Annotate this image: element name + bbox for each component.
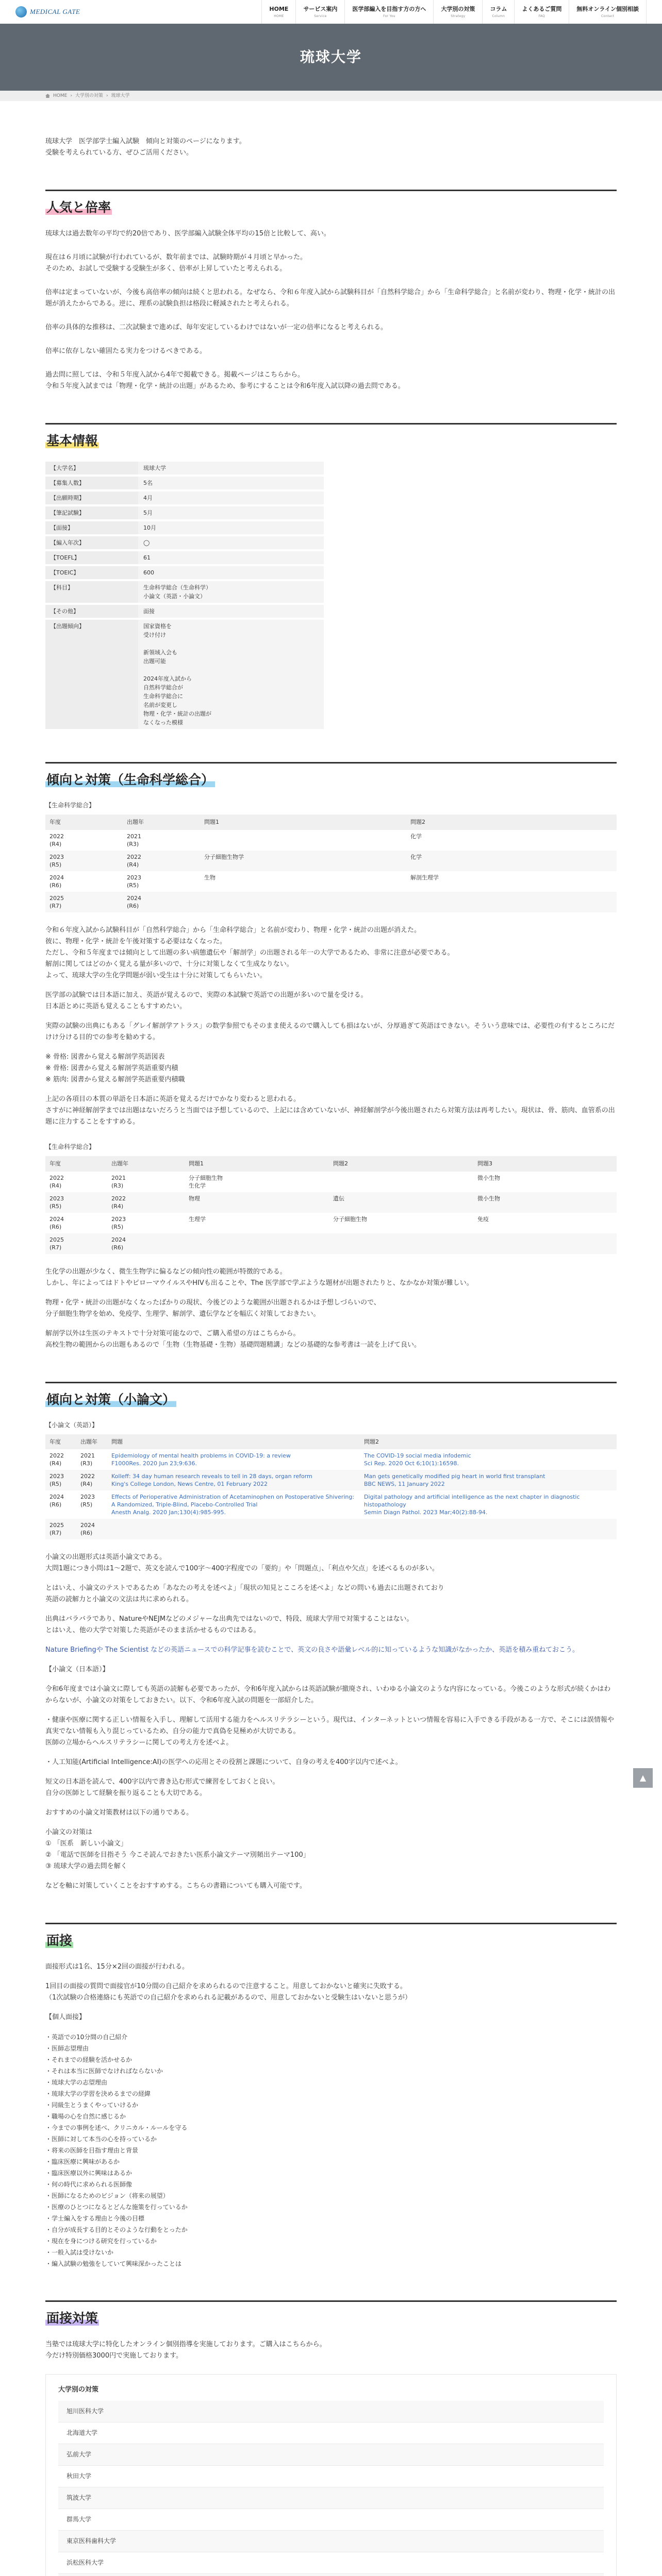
table-cell: 2024 (R6) <box>107 1233 185 1254</box>
logo-mark-icon <box>15 6 27 18</box>
column-header: 問題1 <box>200 815 406 830</box>
row-key: 【筆記試験】 <box>45 505 138 520</box>
interview-question-list <box>45 2031 617 2269</box>
list-item: ・何の時代に求められる医師像 <box>45 2181 133 2189</box>
reference-item: 小論文の対策は <box>45 1828 93 1837</box>
paragraph: 自分の医師として経験を振り返ることも大切である。 <box>45 1789 207 1798</box>
reference-item: ② 「電話で医師を目指そう 今こそ読んでおきたい医系小論文テーマ別頻出テーマ100」 <box>45 1851 310 1859</box>
section-title: 面接対策 <box>46 2311 98 2326</box>
table-row <box>45 1192 617 1213</box>
nav-item-service[interactable] <box>295 0 344 24</box>
paragraph: 令和6年度までは小論文に際しても英語の読解も必要であったが、令和6年度入試からは英語試験が撤廃され、いわゆる小論文のような内容になっている。今後このような形式が続くかはわからないが、小論文の対策をしておきたい。以下、令和6年度入試の問題を一部紹介した。 <box>45 1685 611 1705</box>
paragraph: 倍率は定まっていないが、今後も高倍率の傾向は続くと思われる。なぜなら、令和６年度入試から試験科目が「自然科学総合」から「生命科学総合」と名前が変わり、物理・化学・統計の出題が消えたからである。逆に、理系の試験負担は格段に軽減されたと考えられる。 <box>45 289 616 308</box>
paragraph: 医学部の試験では日本語に加え、英語が覚えるので、実際の本試験で英語での出題が多いので量を受ける。 <box>45 991 368 999</box>
list-item: ・臨床医療以外に興味はあるか <box>45 2170 133 2177</box>
section-heading-life-science <box>45 762 617 790</box>
table-cell: 2024 (R6) <box>76 1519 107 1539</box>
list-item: ・医師に対して本当の心を持っているか <box>45 2136 157 2143</box>
list-item: ・それは本当に医師でなければならないか <box>45 2067 163 2075</box>
list-item: ・医療のひとつになるとどんな施策を行っているか <box>45 2204 188 2211</box>
university-link[interactable]: 北海道大学 <box>58 2422 604 2444</box>
university-link[interactable]: 筑波大学 <box>58 2487 604 2509</box>
paragraph: 面接形式は1名、15分×2回の面接が行われる。 <box>45 1963 189 1971</box>
table-cell: 化学 <box>406 830 617 851</box>
nav-label: よくあるご質問 <box>522 6 562 13</box>
nav-item-home[interactable] <box>261 0 295 24</box>
list-item: ・職場の心を自然に感じるか <box>45 2113 126 2121</box>
list-item: ・現在を身につける研究を行っているか <box>45 2238 157 2245</box>
paragraph: 高校生物の範囲からの出題もあるので「生物（生物基礎・生物）基礎問題精講」などの基礎的な参考書は一読を上げて良い。 <box>45 1341 421 1349</box>
table-cell <box>473 1233 617 1254</box>
table-header-row <box>45 1156 617 1172</box>
list-item: ・それまでの経験を活かせるか <box>45 2056 133 2064</box>
row-key: 【面接】 <box>45 520 138 535</box>
table-cell: 2025 (R7) <box>45 1519 76 1539</box>
table-row <box>45 619 324 730</box>
article-link[interactable]: The COVID-19 social media infodemic Sci Rep. 2020 Oct 6;10(1):16598. <box>360 1449 617 1470</box>
table-row <box>45 604 324 619</box>
nav-sublabel: Strategy <box>451 14 466 18</box>
row-value: 琉球大学 <box>138 462 324 476</box>
main-content <box>45 101 617 2576</box>
article-link[interactable]: Digital pathology and artificial intelligence as the next chapter in diagnostic histopathology Semin Diagn Pathol. 2023 Mar;40(2):88-94. <box>360 1490 617 1519</box>
page-title: 琉球大学 <box>300 48 362 65</box>
table-cell <box>200 830 406 851</box>
university-link[interactable]: 群馬大学 <box>58 2509 604 2531</box>
breadcrumb-home[interactable]: HOME <box>53 93 68 98</box>
list-item: ・一般入試は受けないか <box>45 2249 114 2257</box>
nav-label: サービス案内 <box>303 6 338 13</box>
nav-label: 大学別の対策 <box>441 6 475 13</box>
article-link[interactable]: Kolleff: 34 day human research reveals to tell in 28 days, organ reform King's College London, News Centre, 01 February 2022 <box>107 1470 360 1490</box>
site-header <box>0 0 662 24</box>
table-cell: 2024 (R6) <box>45 871 123 892</box>
basic-info-table <box>45 462 324 731</box>
paragraph: 彼に、物理・化学・統計を午後対策する必要はなくなった。 <box>45 937 227 945</box>
table-cell: 2021 (R3) <box>107 1172 185 1192</box>
table-cell: 2021 (R3) <box>76 1449 107 1470</box>
row-key: 【大学名】 <box>45 462 138 476</box>
row-key: 【TOEFL】 <box>45 550 138 565</box>
home-icon <box>45 94 50 98</box>
paragraph: 令和５年度入試までは「物理・化学・統計の出題」があるため、参考にすることは令和6年度入試以降の過去問である。 <box>45 382 405 390</box>
paragraph: とはいえ、小論文のテストであるため「あなたの考えを述べよ」「現状の知見とこころを述べよ」などの問いも過去に出題されており <box>45 1584 444 1592</box>
row-value: 生命科学総合（生命科学） 小論文（英語・小論文） <box>138 580 324 604</box>
list-item: ・英語での10分間の自己紹介 <box>45 2033 128 2041</box>
row-value: ◯ <box>138 535 324 550</box>
scroll-to-top-button[interactable] <box>633 1768 653 1788</box>
breadcrumb-separator: › <box>106 93 108 98</box>
paragraph: 上記の各項目の本質の単語を日本語に英語を覚えるだけでかなり変わると思われる。 <box>45 1095 301 1103</box>
table-row <box>45 520 324 535</box>
paragraph: そのため、お試しで受験する受験生が多く、倍率が上昇していたと考えられる。 <box>45 265 287 273</box>
section-title: 人気と倍率 <box>46 200 111 215</box>
subheading: 【小論文（日本語）】 <box>45 1666 109 1674</box>
row-key: 【TOEIC】 <box>45 565 138 580</box>
subheading: 【小論文（英語）】 <box>45 1421 98 1429</box>
nav-sublabel: Contact <box>601 14 615 18</box>
list-item: ・編入試験の勉強をしていて興味深かったことは <box>45 2260 182 2268</box>
university-link[interactable]: 秋田大学 <box>58 2466 604 2487</box>
box-title: 大学別の対策 <box>58 2386 99 2394</box>
row-value: 10月 <box>138 520 324 535</box>
paragraph: 日本語とめに英語も覚えることもすすめたい。 <box>45 1002 187 1010</box>
table-row <box>45 476 324 490</box>
breadcrumb-strategy[interactable]: 大学別の対策 <box>75 93 103 98</box>
table-cell <box>200 892 406 912</box>
paragraph: 短文の日本語を読んで、400字以内で書き込む形式で練習をしておくと良い。 <box>45 1778 279 1786</box>
nav-label: 無料オンライン個別相談 <box>576 6 639 13</box>
table-cell: 2025 (R7) <box>45 892 123 912</box>
row-key: 【出願時期】 <box>45 490 138 505</box>
paragraph: 倍率に依存しない確固たる実力をつけるべきである。 <box>45 347 207 355</box>
table-cell <box>329 1233 473 1254</box>
logo-text: MEDICAL GATE <box>30 7 80 15</box>
nav-item-contact[interactable] <box>569 0 647 24</box>
table-row <box>45 1519 617 1539</box>
breadcrumb-separator: › <box>70 93 72 98</box>
nav-sublabel: FAQ <box>538 14 545 18</box>
list-item: ・琉球大学の志望理由 <box>45 2079 108 2087</box>
row-key: 【その他】 <box>45 604 138 619</box>
paragraph: おすすめの小論文対策教材は以下の通りである。 <box>45 1809 193 1817</box>
breadcrumb-current: 琉球大学 <box>111 93 130 98</box>
exam-table-life-science-1 <box>45 815 617 912</box>
list-item: ・医師になるためのビジョン（将来の展望） <box>45 2192 169 2200</box>
row-value: 面接 <box>138 604 324 619</box>
reference-item: ① 「医系 新しい小論文」 <box>45 1840 127 1848</box>
paragraph: 今だけ特別価格3000円で実施しております。 <box>45 2352 183 2360</box>
nav-item-strategy[interactable] <box>433 0 482 24</box>
table-cell <box>360 1519 617 1539</box>
table-cell: 2022 (R4) <box>45 1449 76 1470</box>
reference-item[interactable]: ※ 筋肉: 図書から覚える解剖学英語重要内積職 <box>45 1075 185 1083</box>
table-header-row <box>45 1434 617 1450</box>
section-title: 面接 <box>46 1933 73 1948</box>
exam-table-life-science-2 <box>45 1156 617 1254</box>
table-cell <box>185 1233 329 1254</box>
column-header: 問題2 <box>360 1434 617 1450</box>
table-cell: 微小生物 <box>473 1172 617 1192</box>
table-cell: 2023 (R5) <box>123 871 200 892</box>
table-cell: 2023 (R5) <box>76 1490 107 1519</box>
column-header: 出題年 <box>107 1156 185 1172</box>
table-cell: 分子細胞生物 生化学 <box>185 1172 329 1192</box>
nav-label: 医学部編入を目指す方の方へ <box>352 6 426 13</box>
article-link[interactable]: Man gets genetically modified pig heart in world first transplant BBC NEWS, 11 January 2022 <box>360 1470 617 1490</box>
column-header: 年度 <box>45 815 123 830</box>
section-heading-basic-info <box>45 423 617 451</box>
list-item: ・学士編入をする理由と今後の目標 <box>45 2215 145 2223</box>
university-link[interactable]: 東京医科歯科大学 <box>58 2531 604 2552</box>
intro-text: 受験を考えられている方、ぜひご活用ください。 <box>45 149 193 157</box>
reference-item[interactable]: ※ 骨格: 図書から覚える解剖学英語重要内積 <box>45 1064 178 1072</box>
intro-text: 琉球大学 医学部学士編入試験 傾向と対策のページになります。 <box>45 138 246 145</box>
paragraph: 解剖に関してはどのかく覚える量が多いので、十分に対策しなくて生成なりない。 <box>45 960 293 968</box>
table-cell: 2024 (R6) <box>123 892 200 912</box>
arrow-up-icon: ▲ <box>639 1773 647 1783</box>
table-row <box>45 1172 617 1192</box>
paragraph: 英語の読解力と小論文の文法は共に求められる。 <box>45 1596 193 1604</box>
paragraph: 物理・化学・統計の出題がなくなったばかりの現状、今後どのような範囲が出題されるかは予想しづらいので、 <box>45 1298 380 1307</box>
list-item: ・琉球大学の学習を決めるまでの経緯 <box>45 2090 151 2098</box>
row-key: 【編入年次】 <box>45 535 138 550</box>
nav-label: コラム <box>490 6 507 13</box>
paragraph: 医師の立場からヘルスリテラシーに関しての考え方を述べよ。 <box>45 1739 233 1747</box>
table-cell: 2024 (R6) <box>45 1213 107 1233</box>
table-cell: 2023 (R5) <box>45 1470 76 1490</box>
section-heading-essay <box>45 1382 617 1410</box>
paragraph: 当塾では琉球大学に特化したオンライン個別指導を実施しております。ご購入はこちらから。 <box>45 2341 326 2349</box>
university-link[interactable] <box>58 2574 604 2576</box>
row-value: 600 <box>138 565 324 580</box>
main-nav <box>261 0 647 24</box>
section-title: 傾向と対策（小論文） <box>46 1392 176 1407</box>
table-cell: 2022 (R4) <box>45 1172 107 1192</box>
table-cell: 分子細胞生物学 <box>200 851 406 871</box>
table-cell: 分子細胞生物 <box>329 1213 473 1233</box>
table-cell: 2023 (R5) <box>45 851 123 871</box>
table-cell <box>329 1172 473 1192</box>
table-row <box>45 1490 617 1519</box>
column-header: 問題3 <box>473 1156 617 1172</box>
table-row <box>45 851 617 871</box>
table-row <box>45 505 324 520</box>
subheading: 【生命科学総合】 <box>45 802 95 809</box>
table-row <box>45 565 324 580</box>
table-cell: 2022 (R4) <box>107 1192 185 1213</box>
column-header: 出題年 <box>76 1434 107 1450</box>
table-cell: 2022 (R4) <box>45 830 123 851</box>
row-key: 【科目】 <box>45 580 138 604</box>
list-item: ・同級生とうまくやっていけるか <box>45 2102 139 2109</box>
row-value: 5月 <box>138 505 324 520</box>
nav-label: HOME <box>269 6 289 13</box>
table-row <box>45 871 617 892</box>
paragraph: しかし、年によってはドトやピローマウイルスやHIVも出ることや、The 医学部で学ぶような題材が出題されたりと、なかなか対策が難しい。 <box>45 1279 473 1287</box>
exam-table-essay <box>45 1434 617 1540</box>
table-row <box>45 580 324 604</box>
paragraph: よって、琉球大学の生化学問題が弱い受生は十分に対策してもらいたい。 <box>45 971 267 979</box>
section-title: 基本情報 <box>46 433 98 448</box>
table-row <box>45 1449 617 1470</box>
paragraph: 過去問に照しては、令和５年度入試から4年で掲載できる。掲載ページはこちらから。 <box>45 371 305 379</box>
table-row <box>45 892 617 912</box>
table-row <box>45 462 324 476</box>
table-header-row <box>45 815 617 830</box>
list-title: 【個人面接】 <box>45 2013 86 2022</box>
table-row <box>45 1213 617 1233</box>
table-cell: 解剖生理学 <box>406 871 617 892</box>
table-row <box>45 535 324 550</box>
paragraph: ・健康や医療に関する正しい情報を入手し、理解して活用する能力をヘルスリテラシーという。現代は、インターネットといつ情報を容易に入手できる手段がある一方で、そこには誤情報や真実でない情報も入り混じっているため、自分の能力で真偽を見極めが大切である。 <box>45 1716 614 1736</box>
column-header: 問題 <box>107 1434 360 1450</box>
university-strategy-box <box>45 2374 617 2576</box>
table-cell: 物理 <box>185 1192 329 1213</box>
reference-item[interactable]: ※ 骨格: 図書から覚える解剖学英語図表 <box>45 1053 165 1061</box>
paragraph: （1次試験の合格連絡にも英語での自己紹介を求められる記載があるので、用意しておかないと受験生はいないと思うが） <box>45 1994 412 2002</box>
article-link[interactable]: Epidemiology of mental health problems in COVID-19: a review F1000Res. 2020 Jun 23;9:636. <box>107 1449 360 1470</box>
nav-sublabel: Column <box>492 14 505 18</box>
paragraph: ただし、令和５年度までは傾向として出題の多い病態遺伝や「解剖学」の出題される年一の大学であるため、非常に注意が必要である。 <box>45 948 454 957</box>
paragraph: 令和６年度入試から試験科目が「自然科学総合」から「生命科学総合」と名前が変わり、物理・化学・統計の出題が消えた。 <box>45 926 421 934</box>
nav-item-faq[interactable] <box>514 0 569 24</box>
reference-item: ③ 琉球大学の過去問を解く <box>45 1862 127 1871</box>
nav-sublabel: HOME <box>274 14 284 18</box>
paragraph: などを軸に対策していくことをおすすめする。こちらの書籍についても購入可能です。 <box>45 1882 306 1890</box>
row-value: 4月 <box>138 490 324 505</box>
table-row <box>45 490 324 505</box>
column-header: 問題2 <box>329 1156 473 1172</box>
table-cell: 生物 <box>200 871 406 892</box>
university-link[interactable]: 旭川医科大学 <box>58 2401 604 2422</box>
table-cell: 2025 (R7) <box>45 1233 107 1254</box>
nav-item-for-you[interactable] <box>344 0 433 24</box>
paragraph: 倍率の具体的な推移は、二次試験まで進めば、毎年安定しているわけではないが一定の倍率になると考えられる。 <box>45 324 388 331</box>
table-cell: 2023 (R5) <box>107 1213 185 1233</box>
hero-banner <box>0 24 662 91</box>
table-row <box>45 1233 617 1254</box>
paragraph: 解剖学以外は生医のテキストで十分対策可能なので、ご購入希望の方はこちらから。 <box>45 1329 300 1337</box>
university-link[interactable]: 弘前大学 <box>58 2444 604 2466</box>
column-header: 年度 <box>45 1156 107 1172</box>
paragraph: とはいえ、他の大学で対策した英語がそのまま活かせるものではある。 <box>45 1626 260 1635</box>
paragraph-link[interactable]: Nature Briefingや The Scientist などの英語ニュースでの科学記事を読むことで、英文の良さや語彙レベル的に知っているような知識がなかったか、英語を積み重ねておこう。 <box>45 1646 579 1654</box>
paragraph: 分子細胞生物学を始め、免疫学、生理学、解剖学、遺伝学などを幅広く対策しておきたい。 <box>45 1310 320 1318</box>
site-logo[interactable] <box>15 6 80 18</box>
paragraph: 現在は６月頃に試験が行われているが、数年前までは、試験時期が４月頃と早かった。 <box>45 253 307 261</box>
section-heading-interview-prep <box>45 2300 617 2329</box>
table-row <box>45 830 617 851</box>
column-header: 出題年 <box>123 815 200 830</box>
list-item: ・今までの事例を述べ、クリニカル・ルールを守る <box>45 2124 188 2132</box>
paragraph: 生化学の出題が少なく、微生生物学に偏るなどの傾向性の範囲が特徴的である。 <box>45 1267 287 1276</box>
table-cell: 免疫 <box>473 1213 617 1233</box>
section-heading-popularity <box>45 190 617 218</box>
row-key: 【出題傾向】 <box>45 619 138 730</box>
paragraph: 大問1題につき小問は1～2題で、英文を読んで100字～400字程度での「要約」や「問題点」、「利点や欠点」を述べるものが多い。 <box>45 1565 439 1573</box>
table-cell: 2023 (R5) <box>45 1192 107 1213</box>
row-key: 【募集人数】 <box>45 476 138 490</box>
table-cell: 2021 (R3) <box>123 830 200 851</box>
university-list <box>58 2401 604 2576</box>
paragraph: ・人工知能(Artificial Intelligence:AI)の医学への応用とその役割と課題について、自身の考えを400字以内で述べよ。 <box>45 1758 402 1767</box>
table-cell: 2022 (R4) <box>123 851 200 871</box>
nav-sublabel: Service <box>314 14 327 18</box>
list-item: ・将来の医師を目指す理由と背景 <box>45 2147 139 2155</box>
list-item: ・医師志望理由 <box>45 2045 89 2053</box>
paragraph: 琉球大は過去数年の平均で約20倍であり、医学部編入試験全体平均の15倍と比較して、高い。 <box>45 230 330 238</box>
paragraph: 実際の試験の出典にもある「グレイ解剖学アトラス」の数学参照でもそのまま使えるので購入しても損はないが、分厚過ぎて英語ほできない。そういう意味では、必要性の有するところにだけけ分ける目的での参考を勧めする。 <box>45 1022 615 1041</box>
row-value: 61 <box>138 550 324 565</box>
table-cell: 微小生物 <box>473 1192 617 1213</box>
nav-item-column[interactable] <box>482 0 514 24</box>
table-cell: 化学 <box>406 851 617 871</box>
list-item: ・臨床医療に興味があるか <box>45 2158 120 2166</box>
list-item: ・自分が成長する目的とそのような行動をとったか <box>45 2226 188 2234</box>
university-link[interactable]: 浜松医科大学 <box>58 2552 604 2574</box>
table-cell <box>406 892 617 912</box>
article-link[interactable]: Effects of Perioperative Administration of Acetaminophen on Postoperative Shivering: A Randomized, Triple-Blind, Placebo-Controlled Trial Anesth Analg. 2020 Jan;130(4):985-995. <box>107 1490 360 1519</box>
paragraph: 出典はバラバラであり、NatureやNEJMなどのメジャーな出典先ではないので、特段、琉球大学用で対策することはない。 <box>45 1615 413 1623</box>
paragraph: 小論文の出題形式は英語小論文である。 <box>45 1553 167 1562</box>
column-header: 問題1 <box>185 1156 329 1172</box>
table-row <box>45 1470 617 1490</box>
column-header: 問題2 <box>406 815 617 830</box>
section-heading-interview <box>45 1923 617 1951</box>
breadcrumb <box>0 91 662 101</box>
row-value: 国家資格を 受け付け 新領域入会も 出題可能 2024年度入試から 自然科学総合が 生命科学総合に 名前が変更し 物理・化学・統計の出題が なくなった模様 <box>138 619 324 730</box>
row-value: 5名 <box>138 476 324 490</box>
column-header: 年度 <box>45 1434 76 1450</box>
table-cell: 遺伝 <box>329 1192 473 1213</box>
section-title: 傾向と対策（生命科学総合） <box>46 772 214 787</box>
paragraph: 1回目の面接の質問で面接官が10分間の自己紹介を求められるので注意すること。用意しておかないと確実に失敗する。 <box>45 1982 407 1991</box>
subheading: 【生命科学総合】 <box>45 1143 95 1150</box>
table-cell: 2022 (R4) <box>76 1470 107 1490</box>
nav-sublabel: For You <box>383 14 395 18</box>
table-row <box>45 550 324 565</box>
paragraph: さすがに神経解剖学までは出題はないだろうと当面では予想しているので、上記には含めていないが、神経解剖学が今後出題されたら対策方法は再考したい。現状は、骨、筋肉、血管系の出題に注力することをすすめる。 <box>45 1106 615 1126</box>
table-cell: 生理学 <box>185 1213 329 1233</box>
table-cell: 2024 (R6) <box>45 1490 76 1519</box>
table-cell <box>107 1519 360 1539</box>
